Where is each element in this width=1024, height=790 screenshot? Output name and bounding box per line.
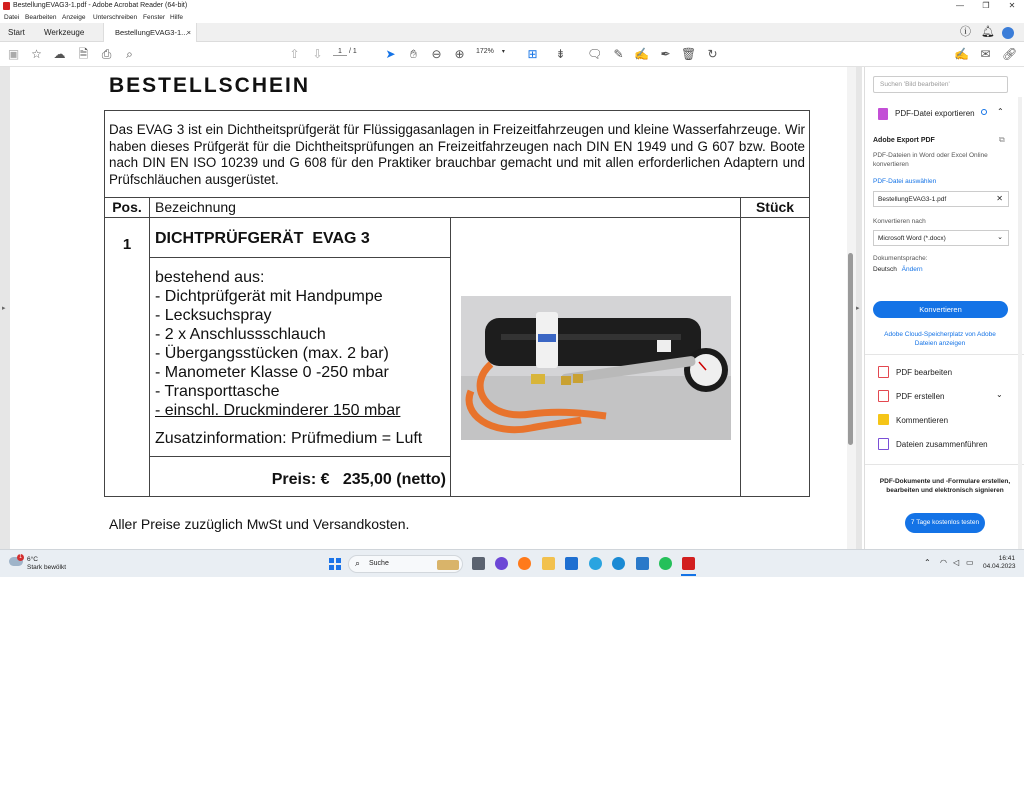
- comment-icon[interactable]: 🗨: [587, 47, 603, 61]
- export-pdf-icon: [878, 108, 888, 120]
- fill-sign-icon[interactable]: ✍: [954, 47, 969, 61]
- doc-language-label: Dokumentsprache:: [873, 255, 928, 262]
- clock-date: 04.04.2023: [983, 563, 1016, 570]
- page-separator: /: [348, 48, 351, 55]
- share-file-icon[interactable]: 🗎: [78, 47, 89, 61]
- close-tab-icon[interactable]: ×: [186, 28, 191, 37]
- tool-create-pdf[interactable]: PDF erstellen: [896, 392, 945, 401]
- weather-temp[interactable]: 6°C: [27, 556, 38, 563]
- free-trial-button[interactable]: 7 Tage kostenlos testen: [905, 513, 985, 533]
- export-heading: Adobe Export PDF: [873, 137, 935, 144]
- messenger-icon[interactable]: [612, 557, 625, 570]
- create-pdf-icon: [878, 390, 889, 402]
- column-divider: [450, 217, 451, 496]
- next-page-icon[interactable]: ⇩: [312, 47, 323, 61]
- previous-page-icon[interactable]: ⇧: [289, 47, 300, 61]
- convert-format-value: Microsoft Word (*.docx): [878, 235, 946, 242]
- print-icon[interactable]: ⎙: [101, 47, 112, 61]
- hand-tool-icon[interactable]: ✋︎: [410, 47, 417, 61]
- contents-line: - Manometer Klasse 0 -250 mbar: [155, 364, 389, 381]
- file-explorer-icon[interactable]: [542, 557, 555, 570]
- notifications-icon[interactable]: 🔔︎: [981, 26, 995, 38]
- chevron-down-icon: ▾: [501, 49, 505, 55]
- weather-badge: 1: [17, 554, 24, 561]
- export-pdf-label[interactable]: PDF-Datei exportieren: [895, 109, 975, 118]
- link-icon[interactable]: 🔗︎: [1002, 47, 1018, 61]
- toolbar: [0, 42, 1024, 67]
- cloud-storage-link[interactable]: Adobe Cloud-Speicherplatz von Adobe Dateien anzeigen: [884, 331, 996, 347]
- menu-datei[interactable]: Datei: [4, 14, 20, 21]
- header-divider: [105, 217, 809, 218]
- tab-document-label: BestellungEVAG3-1...: [115, 28, 188, 37]
- search-icon: ⌕: [355, 558, 361, 568]
- item-name: DICHTPRÜFGERÄT EVAG 3: [155, 230, 370, 247]
- footer-note: Aller Preise zuzüglich MwSt und Versandkosten.: [109, 516, 410, 532]
- doc-language-value: Deutsch: [873, 266, 897, 273]
- zoom-search-icon[interactable]: ⌕: [126, 47, 133, 61]
- upload-cloud-icon[interactable]: ☁: [53, 47, 66, 61]
- info-dot-icon: [981, 109, 987, 115]
- taskbar-search-label: Suche: [369, 560, 389, 567]
- extra-info: Zusatzinformation: Prüfmedium = Luft: [155, 430, 423, 447]
- whatsapp-icon[interactable]: [659, 557, 672, 570]
- right-panel-toggle-icon[interactable]: ▸: [856, 305, 860, 312]
- panel-divider: [865, 464, 1024, 465]
- select-file-link[interactable]: PDF-Datei auswählen: [873, 178, 937, 185]
- firefox-icon[interactable]: [518, 557, 531, 570]
- column-header-pos: Pos.: [112, 199, 142, 215]
- chevron-down-icon[interactable]: ⌄: [996, 390, 1003, 399]
- contents-intro: bestehend aus:: [155, 269, 265, 286]
- close-window-button[interactable]: ✕: [1008, 1, 1016, 10]
- row-divider: [149, 456, 450, 457]
- delete-icon[interactable]: 🗑: [681, 47, 697, 61]
- change-language-link[interactable]: Ändern: [901, 266, 923, 273]
- taskbar-search[interactable]: [348, 555, 463, 573]
- page-indicator: [333, 48, 357, 56]
- volume-icon[interactable]: ◁: [953, 558, 960, 567]
- convert-button[interactable]: Konvertieren: [873, 301, 1008, 318]
- copy-icon[interactable]: ⧉: [999, 135, 1005, 144]
- item-position: 1: [122, 236, 132, 253]
- intro-paragraph: Das EVAG 3 ist ein Dichtheitsprüfgerät für Flüssiggasanlagen in Freizeitfahrzeugen und kleine Wasserfahrzeuge. Wir haben dieses Prüfgerät für die Dichtheitsprüfungen an Freizeitfahrzeugen nach DIN EN 1949 und G 607 bzw. Boote nach DIN EN ISO 10239 und G 608 für den Praktiker brauchbar gemacht und mit allen erforderlichen Adaptern und Prüfschläuchen ausgerüstet.: [104, 110, 810, 198]
- star-icon[interactable]: ☆: [31, 47, 42, 61]
- contents-line: - Lecksuchspray: [155, 307, 272, 324]
- search-highlight-image: [437, 560, 459, 570]
- save-icon[interactable]: ▣: [7, 47, 20, 61]
- remove-file-icon[interactable]: ✕: [996, 194, 1003, 203]
- menu-anzeige[interactable]: Anzeige: [62, 14, 86, 21]
- fit-page-icon[interactable]: ⊞: [527, 47, 538, 61]
- zoom-value: 172%: [476, 48, 494, 55]
- contents-line: - Transporttasche: [155, 383, 280, 400]
- row-divider: [149, 257, 450, 258]
- right-tools-panel: [864, 67, 1024, 549]
- menu-fenster[interactable]: Fenster: [143, 14, 166, 21]
- title-bar: [0, 0, 1024, 12]
- restore-button[interactable]: ❐: [982, 1, 990, 10]
- mail-icon[interactable]: [636, 557, 649, 570]
- wifi-icon[interactable]: ◠: [940, 558, 947, 567]
- column-divider: [149, 198, 150, 496]
- clock[interactable]: [983, 555, 1015, 571]
- windows-start-icon[interactable]: [329, 558, 341, 570]
- scroll-mode-icon[interactable]: ⇟: [555, 47, 566, 61]
- comment-tool-icon: [878, 414, 889, 425]
- contents-line: - Dichtprüfgerät mit Handpumpe: [155, 288, 383, 305]
- scrollbar-thumb[interactable]: [848, 253, 853, 445]
- panel-search-input[interactable]: Suchen 'Bild bearbeiten': [873, 76, 1008, 93]
- chevron-up-icon[interactable]: ⌃: [997, 107, 1004, 116]
- sign-icon[interactable]: ✒: [660, 47, 671, 61]
- zoom-in-icon[interactable]: ⊕: [454, 47, 465, 61]
- menu-bar: [0, 12, 1024, 23]
- draw-icon[interactable]: ✍: [634, 47, 649, 61]
- doc-language-row: [873, 266, 923, 273]
- page-total: 1: [352, 48, 357, 55]
- panel-divider: [865, 354, 1024, 355]
- zoom-dropdown[interactable]: [476, 48, 514, 55]
- convert-to-label: Konvertieren nach: [873, 218, 926, 225]
- store-icon[interactable]: [565, 557, 578, 570]
- teams-chat-icon[interactable]: [495, 557, 508, 570]
- taskbar: [0, 549, 1024, 577]
- tab-start[interactable]: Start: [8, 28, 25, 37]
- help-icon[interactable]: ⓘ: [960, 26, 971, 38]
- product-photo: [461, 296, 731, 440]
- column-divider: [740, 198, 741, 496]
- combine-files-icon: [878, 438, 889, 450]
- chevron-up-icon[interactable]: ⌃: [924, 558, 931, 567]
- tab-tools[interactable]: Werkzeuge: [44, 28, 85, 37]
- highlight-pen-icon[interactable]: ✎: [613, 47, 624, 61]
- acrobat-taskbar-icon[interactable]: [682, 557, 695, 570]
- promo-text: PDF-Dokumente und -Formulare erstellen, bearbeiten und elektronisch signieren: [879, 478, 1011, 494]
- column-header-name: Bezeichnung: [155, 199, 236, 215]
- tool-comment[interactable]: Kommentieren: [896, 416, 949, 425]
- email-icon[interactable]: ✉: [980, 47, 991, 61]
- menu-unterschreiben[interactable]: Unterschreiben: [93, 14, 138, 21]
- telegram-icon[interactable]: [589, 557, 602, 570]
- left-panel-toggle-icon[interactable]: ▸: [2, 305, 6, 312]
- document-title: BESTELLSCHEIN: [109, 74, 311, 97]
- page-number-input[interactable]: 1: [333, 48, 347, 56]
- rotate-icon[interactable]: ↻: [707, 47, 718, 61]
- task-view-icon[interactable]: [472, 557, 485, 570]
- item-price: Preis: € 235,00 (netto): [271, 471, 446, 488]
- tool-edit-pdf[interactable]: PDF bearbeiten: [896, 368, 953, 377]
- selected-file-field[interactable]: [873, 191, 1009, 207]
- item-contents: [155, 268, 422, 448]
- edit-pdf-icon: [878, 366, 889, 378]
- window-title: BestellungEVAG3-1.pdf - Adobe Acrobat Reader (64-bit): [13, 2, 188, 9]
- tab-document[interactable]: [103, 23, 197, 42]
- select-cursor-icon[interactable]: ➤: [385, 47, 396, 61]
- panel-scrollbar[interactable]: [1018, 97, 1022, 549]
- avatar[interactable]: [1002, 27, 1014, 39]
- export-description: PDF-Dateien in Word oder Excel Online konvertieren: [873, 152, 988, 168]
- column-header-qty: Stück: [755, 199, 795, 215]
- contents-line: - Übergangsstücken (max. 2 bar): [155, 345, 389, 362]
- acrobat-app-icon: [3, 2, 10, 10]
- minimize-button[interactable]: —: [956, 1, 964, 10]
- tab-bar: [0, 23, 1024, 42]
- contents-line-underlined: - einschl. Druckminderer 150 mbar: [155, 402, 401, 419]
- convert-format-select[interactable]: [873, 230, 1009, 246]
- zoom-out-icon[interactable]: ⊖: [431, 47, 442, 61]
- clock-time: 16:41: [998, 555, 1015, 562]
- menu-hilfe[interactable]: Hilfe: [170, 14, 184, 21]
- selected-file-name: BestellungEVAG3-1.pdf: [878, 196, 947, 203]
- contents-line: - 2 x Anschlussschlauch: [155, 326, 326, 343]
- active-app-indicator: [681, 574, 696, 576]
- tool-combine-files[interactable]: Dateien zusammenführen: [896, 440, 988, 449]
- weather-text[interactable]: Stark bewölkt: [27, 564, 67, 571]
- menu-bearbeiten[interactable]: Bearbeiten: [25, 14, 57, 21]
- battery-icon[interactable]: ▭: [966, 558, 974, 567]
- chevron-down-icon: ⌄: [997, 234, 1003, 241]
